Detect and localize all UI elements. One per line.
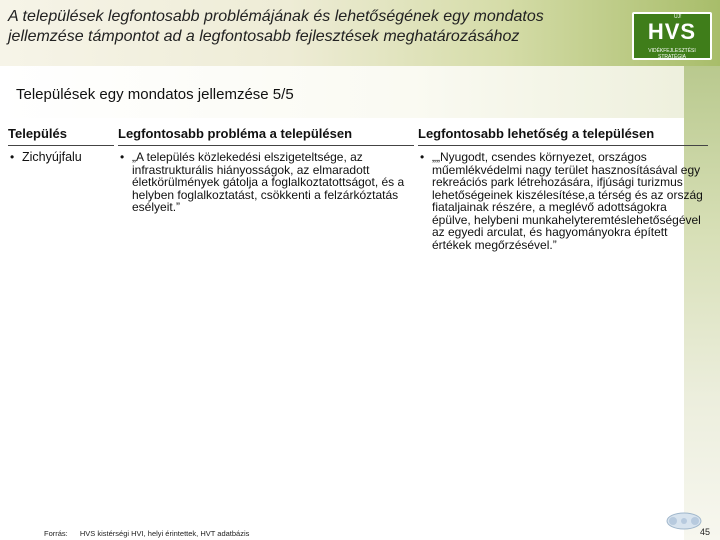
- opportunity-column: [418, 126, 708, 251]
- hvs-logo: [632, 12, 712, 60]
- logo-new-badge: ÚJ!: [674, 14, 682, 20]
- footer-logo-icon: [664, 510, 704, 532]
- header-band: [0, 0, 720, 66]
- settlement-name: Zichyújfalu: [22, 150, 82, 164]
- bullet-icon: •: [10, 150, 15, 164]
- column-header-opportunity: Legfontosabb lehetőség a településen: [418, 126, 708, 146]
- column-header-settlement: Település: [8, 126, 114, 146]
- table-cell: [118, 151, 414, 214]
- section-subtitle: Települések egy mondatos jellemzése 5/5: [16, 86, 294, 103]
- slide-title: A települések legfontosabb problémájának és lehetőségének egy mondatos jellemzése támpontot ad a legfontosabb fejlesztések meghatározásához: [8, 8, 544, 45]
- source-text: HVS kistérségi HVI, helyi érintettek, HVT adatbázis: [79, 529, 250, 538]
- logo-text: HVS: [647, 19, 697, 44]
- opportunity-text: „„Nyugodt, csendes környezet, országos műemlékvédelmi nagy terület hasznosításával egy rekreációs park létrehozására, ifjúsági turizmus lehetőségeinek kiszélesítése,a térség és az ország fiataljainak részére, a meglévő adottságokra épülve, helybeni munkahelyteremtéslehetőségével az egyedi arculat, és hagyományokra épített értékek megőrzésével.”: [432, 150, 703, 252]
- logo-subtitle: VIDÉKFEJLESZTÉSI STRATÉGIA: [648, 48, 696, 60]
- table-cell: [418, 151, 708, 251]
- settlement-column: [8, 126, 114, 164]
- source-footer: [44, 529, 249, 538]
- bullet-icon: •: [420, 150, 425, 164]
- source-label: Forrás:: [44, 529, 68, 538]
- problem-column: [118, 126, 414, 214]
- page-number: 45: [700, 527, 711, 537]
- column-header-problem: Legfontosabb probléma a településen: [118, 126, 414, 146]
- table-cell: [8, 151, 114, 164]
- bullet-icon: •: [120, 150, 125, 164]
- problem-text: „A település közlekedési elszigeteltsége, az infrastrukturális hiányosságok, az elmaradott életkörülmények gátolja a foglalkoztatottságot, és a helyben foglalkoztatást, csökkenti a felzárkóztatás esélyeit.”: [132, 150, 405, 214]
